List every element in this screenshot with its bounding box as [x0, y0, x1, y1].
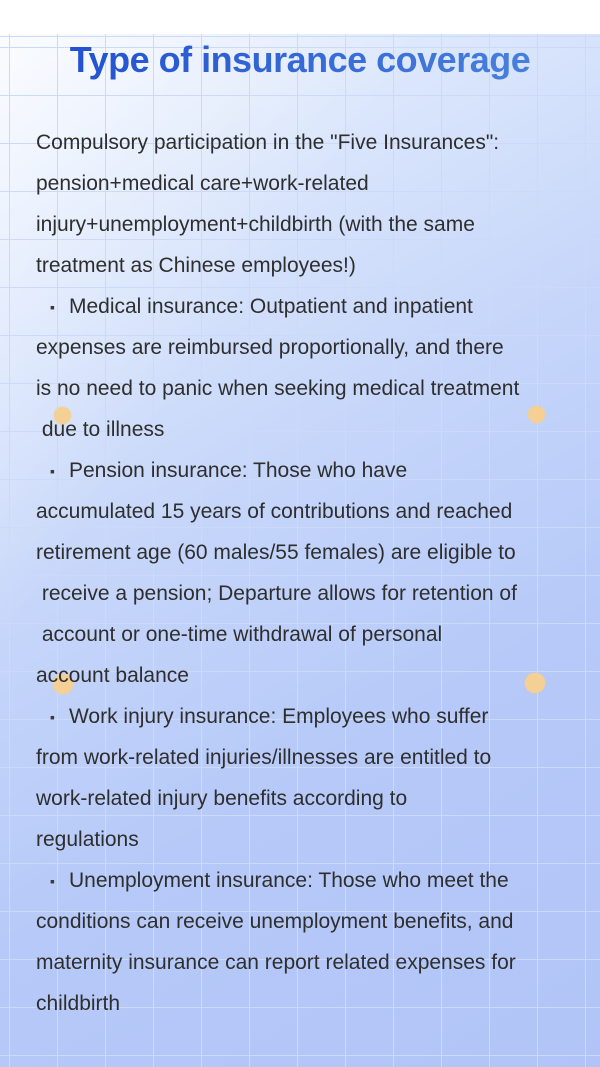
text-line: [36, 901, 590, 942]
text-line-content: Medical insurance: Outpatient and inpatient: [68, 295, 473, 318]
text-line-content: Compulsory participation in the "Five Insurances":: [36, 131, 500, 154]
text-line-content: retirement age (60 males/55 females) are eligible to: [36, 541, 516, 564]
text-line: [36, 573, 590, 614]
text-line: [36, 368, 590, 409]
text-line: [36, 778, 590, 819]
text-line-content: is no need to panic when seeking medical treatment: [36, 377, 520, 400]
text-line-content: injury+unemployment+childbirth (with the same: [36, 213, 475, 236]
text-line: [36, 942, 590, 983]
bullet-icon: ▪: [50, 873, 55, 889]
text-line-content: due to illness: [36, 418, 165, 441]
text-line-content: childbirth: [36, 992, 121, 1015]
content-layer: [0, 34, 600, 1024]
text-block: [0, 122, 600, 1024]
text-line: [36, 450, 590, 491]
page-title: Type of insurance coverage: [0, 34, 600, 86]
text-line: [36, 245, 590, 286]
text-line: [36, 532, 590, 573]
text-line: [36, 163, 590, 204]
text-line-content: pension+medical care+work-related: [36, 172, 369, 195]
text-line-content: treatment as Chinese employees!): [36, 254, 356, 277]
text-line-content: account balance: [36, 664, 189, 687]
text-line: [36, 696, 590, 737]
text-line: [36, 983, 590, 1024]
text-line-content: Work injury insurance: Employees who suffer: [68, 705, 489, 728]
text-line-content: regulations: [36, 828, 139, 851]
text-line-content: Pension insurance: Those who have: [68, 459, 408, 482]
text-line: [36, 204, 590, 245]
text-line-content: conditions can receive unemployment benefits, and: [36, 910, 514, 933]
text-line: [36, 409, 590, 450]
text-line: [36, 327, 590, 368]
text-line: [36, 286, 590, 327]
text-line: [36, 491, 590, 532]
bullet-icon: ▪: [50, 299, 55, 315]
text-line-content: accumulated 15 years of contributions and reached: [36, 500, 513, 523]
text-line-content: receive a pension; Departure allows for retention of: [36, 582, 517, 605]
bullet-icon: ▪: [50, 463, 55, 479]
text-line: [36, 655, 590, 696]
text-line: [36, 614, 590, 655]
text-line: [36, 860, 590, 901]
text-line: [36, 122, 590, 163]
text-line: [36, 819, 590, 860]
text-line-content: maternity insurance can report related expenses for: [36, 951, 516, 974]
text-line-content: work-related injury benefits according to: [36, 787, 408, 810]
page: [0, 34, 600, 1067]
text-line-content: Unemployment insurance: Those who meet the: [68, 869, 509, 892]
text-line-content: account or one-time withdrawal of personal: [36, 623, 443, 646]
text-line-content: expenses are reimbursed proportionally, and there: [36, 336, 504, 359]
text-line: [36, 737, 590, 778]
text-line-content: from work-related injuries/illnesses are entitled to: [36, 746, 492, 769]
bullet-icon: ▪: [50, 709, 55, 725]
